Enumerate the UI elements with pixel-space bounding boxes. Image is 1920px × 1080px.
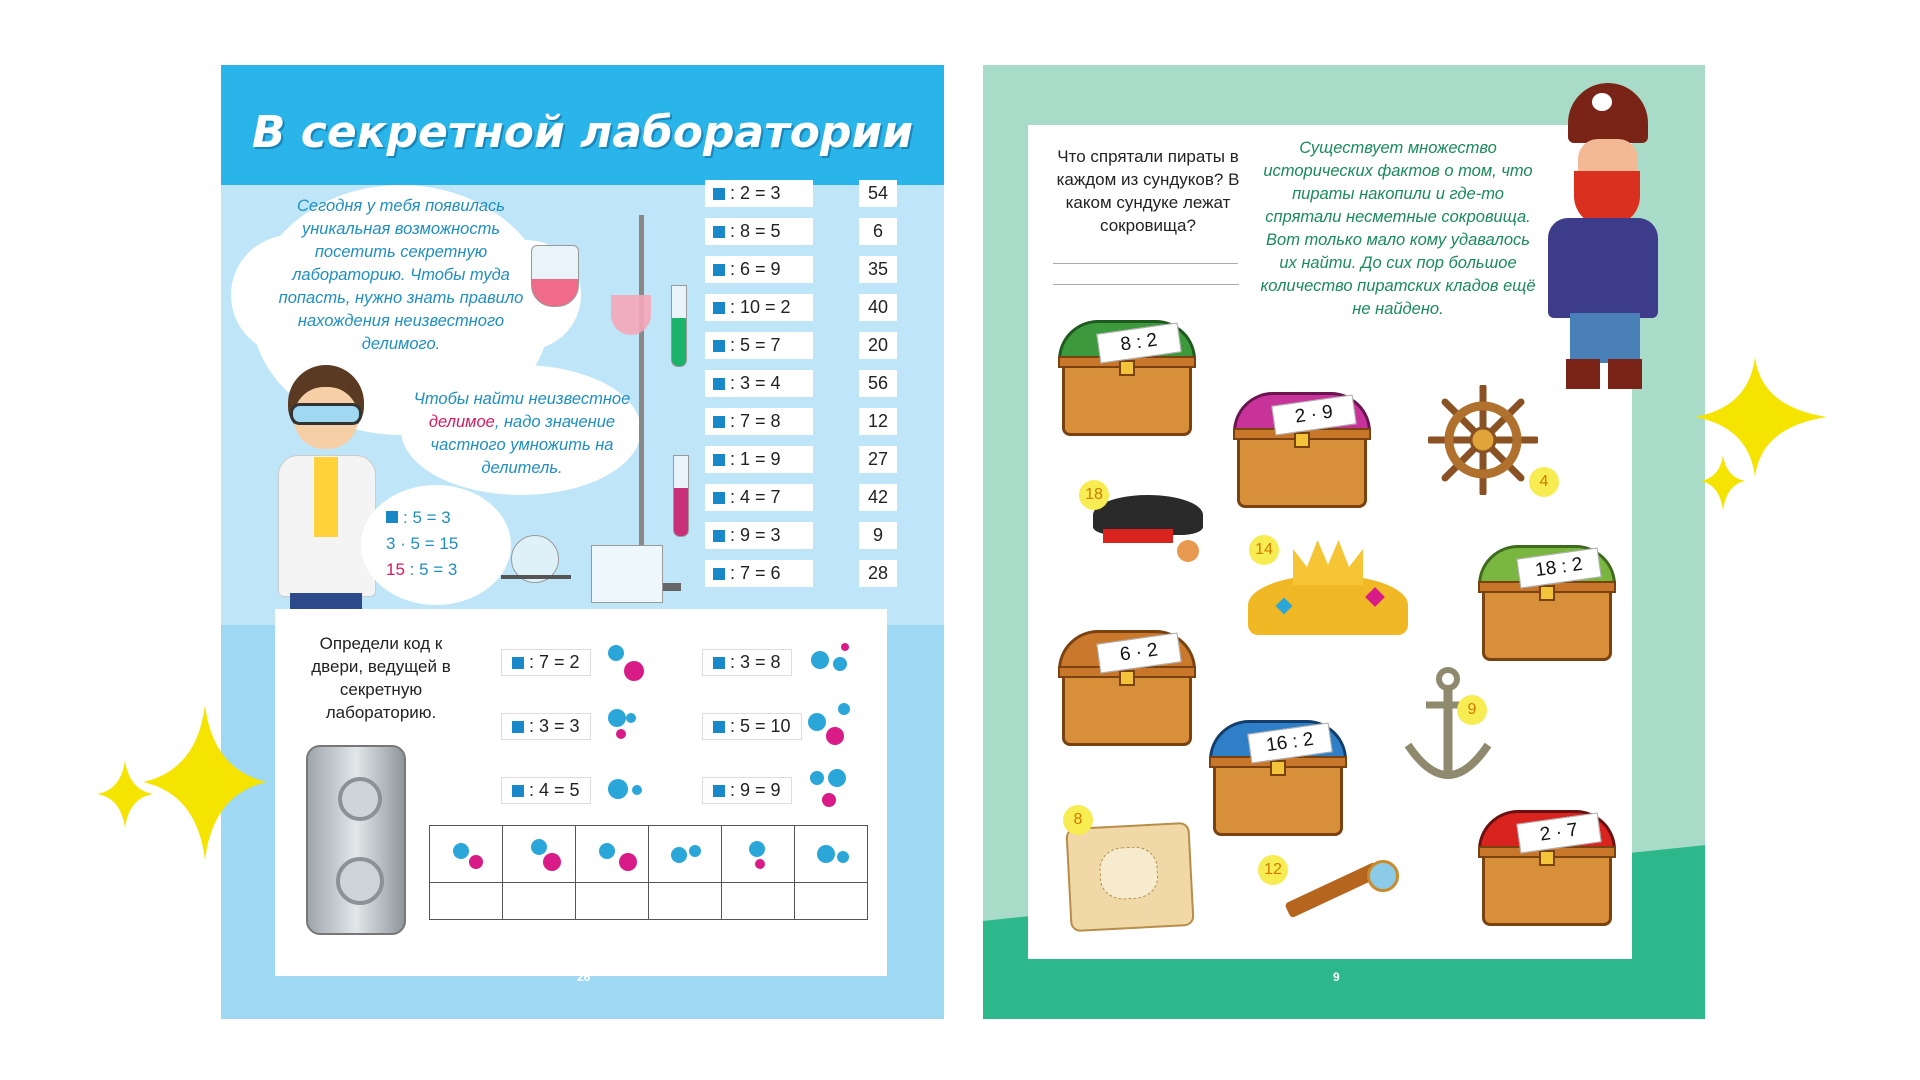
grid-cell [576,826,649,883]
treasure-chest-blue[interactable] [1209,720,1347,838]
equation-box [705,484,813,511]
spyglass-icon [1283,860,1403,910]
example-line-3 [386,557,458,583]
equation-box [705,294,813,321]
answer-box: 28 [859,560,897,587]
example-block [386,505,458,583]
answer-box: 54 [859,180,897,207]
chest-label: 18 : 2 [1516,547,1601,588]
molecule-icon [808,765,858,815]
test-tube-green-illustration [671,285,687,367]
burner-flask-illustration [501,535,671,605]
answer-box: 35 [859,256,897,283]
test-tube-pink-illustration [673,455,689,537]
number-badge: 9 [1457,695,1487,725]
equation-box [705,180,813,207]
equation-box [705,218,813,245]
equation-text: : 10 = 2 [730,297,791,317]
grid-cell [722,826,795,883]
example-line-3-number: 15 [386,560,405,579]
lock-icon [1270,760,1286,776]
treasure-chest-red[interactable] [1478,810,1616,928]
page-number: 9 [1333,970,1340,984]
lock-icon [1119,670,1135,686]
intro-cloud-text: Сегодня у тебя появилась уникальная возможность посетить секретную лабораторию. Чтобы туда попасть, нужно знать правило нахождения неизвестного делимого. [278,197,524,353]
code-equation-text: : 3 = 8 [730,652,781,672]
answer-line [1053,284,1239,285]
answer-box: 20 [859,332,897,359]
answer-box: 42 [859,484,897,511]
treasure-map-icon [1065,822,1194,932]
equation-box [705,332,813,359]
equation-text: : 2 = 3 [730,183,781,203]
grid-cell [649,826,722,883]
rule-cloud-text [411,388,633,480]
grid-answer-cell[interactable] [503,883,576,920]
example-line-2: 3 · 5 = 15 [386,534,459,553]
number-badge: 12 [1258,855,1288,885]
lock-icon [1539,850,1555,866]
unknown-square-icon [713,568,725,580]
unknown-square-icon [512,785,524,797]
lock-icon [1539,585,1555,601]
answer-box: 40 [859,294,897,321]
page-title: В секретной лаборатории [251,107,914,158]
sparkle-icon [95,700,270,865]
molecule-icon [608,771,648,811]
answer-line [1053,263,1239,264]
unknown-square-icon [713,530,725,542]
unknown-square-icon [713,378,725,390]
equation-text: : 8 = 5 [730,221,781,241]
treasure-chest-pink[interactable] [1233,392,1371,510]
treasure-chest-green[interactable] [1058,320,1196,438]
grid-cell [430,826,503,883]
pirate-illustration [1538,83,1678,393]
example-line-1-text: : 5 = 3 [403,508,451,527]
grid-answer-cell[interactable] [722,883,795,920]
grid-cell [503,826,576,883]
unknown-square-icon [713,657,725,669]
rule-highlight-word: делимое [428,413,495,431]
pirate-hat-icon [1093,485,1203,575]
code-equation [501,649,591,676]
left-page [221,65,944,1019]
unknown-square-icon [713,302,725,314]
grid-answer-cell[interactable] [649,883,722,920]
code-equation-text: : 9 = 9 [730,780,781,800]
unknown-square-icon [713,416,725,428]
code-equation-text: : 4 = 5 [529,780,580,800]
grid-answer-cell[interactable] [430,883,503,920]
molecule-icon [606,705,646,750]
unknown-square-icon [512,657,524,669]
chest-label: 8 : 2 [1096,322,1181,363]
grid-answer-cell[interactable] [576,883,649,920]
equation-text: : 9 = 3 [730,525,781,545]
grid-cell [795,826,868,883]
equation-box [705,446,813,473]
chest-label: 2 · 7 [1516,812,1601,853]
answer-box: 27 [859,446,897,473]
unknown-square-icon [386,511,398,523]
equation-text: : 7 = 6 [730,563,781,583]
ship-wheel-icon [1428,385,1538,495]
example-line-3-rest: : 5 = 3 [404,560,458,579]
equation-text: : 3 = 4 [730,373,781,393]
molecule-icon [608,645,648,685]
equation-text: : 7 = 8 [730,411,781,431]
right-page [983,65,1705,1019]
equation-box [705,560,813,587]
treasure-chest-lightgreen[interactable] [1478,545,1616,663]
chest-label: 16 : 2 [1247,722,1332,763]
grid-answer-cell[interactable] [795,883,868,920]
equation-box [705,256,813,283]
code-equation [702,777,792,804]
answer-box: 56 [859,370,897,397]
equation-box [705,408,813,435]
equation-text: : 4 = 7 [730,487,781,507]
number-badge: 18 [1079,480,1109,510]
number-badge: 4 [1529,467,1559,497]
unknown-square-icon [713,264,725,276]
lock-icon [1294,432,1310,448]
code-equation [702,713,802,740]
rule-text-part2: , надо значение частного умножить на делитель. [430,413,616,477]
anchor-icon [1398,665,1498,795]
unknown-square-icon [713,492,725,504]
code-equation-text: : 5 = 10 [730,716,791,736]
answer-box: 6 [859,218,897,245]
number-badge: 8 [1063,805,1093,835]
unknown-square-icon [713,340,725,352]
example-line-1 [386,505,458,531]
equation-text: : 5 = 7 [730,335,781,355]
task-text: Определи код к двери, ведущей в секретную лабораторию. [311,634,451,722]
treasure-chest-orange[interactable] [1058,630,1196,748]
equation-text: : 1 = 9 [730,449,781,469]
page-number: 26 [577,970,591,984]
answer-box: 12 [859,408,897,435]
answer-grid [429,825,868,920]
code-equation [501,713,591,740]
equation-text: : 6 = 9 [730,259,781,279]
unknown-square-icon [713,188,725,200]
unknown-square-icon [713,226,725,238]
sparkle-icon [1695,355,1830,515]
unknown-square-icon [713,721,725,733]
code-equation [501,777,591,804]
chest-label: 6 · 2 [1096,632,1181,673]
vault-door-illustration [306,745,406,935]
code-equation-text: : 7 = 2 [529,652,580,672]
chest-label: 2 · 9 [1271,394,1356,435]
code-equation [702,649,792,676]
lock-icon [1119,360,1135,376]
number-badge: 14 [1249,535,1279,565]
rule-text-part1: Чтобы найти неизвестное [413,390,631,408]
answer-box: 9 [859,522,897,549]
pirate-cloud-text: Существует множество исторических фактов о том, что пираты накопили и где-то спрятали несметные сокровища. Вот только мало кому удавалось их найти. До сих пор большое количество пиратских кладов ещё не найдено. [1260,139,1536,318]
unknown-square-icon [713,785,725,797]
question-text: Что спрятали пираты в каждом из сундуков? В каком сундуке лежат сокровища? [1056,147,1240,235]
equation-box [705,522,813,549]
equation-box [705,370,813,397]
unknown-square-icon [512,721,524,733]
unknown-square-icon [713,454,725,466]
code-equation-text: : 3 = 3 [529,716,580,736]
molecule-icon [808,703,858,748]
molecule-icon [811,643,861,688]
